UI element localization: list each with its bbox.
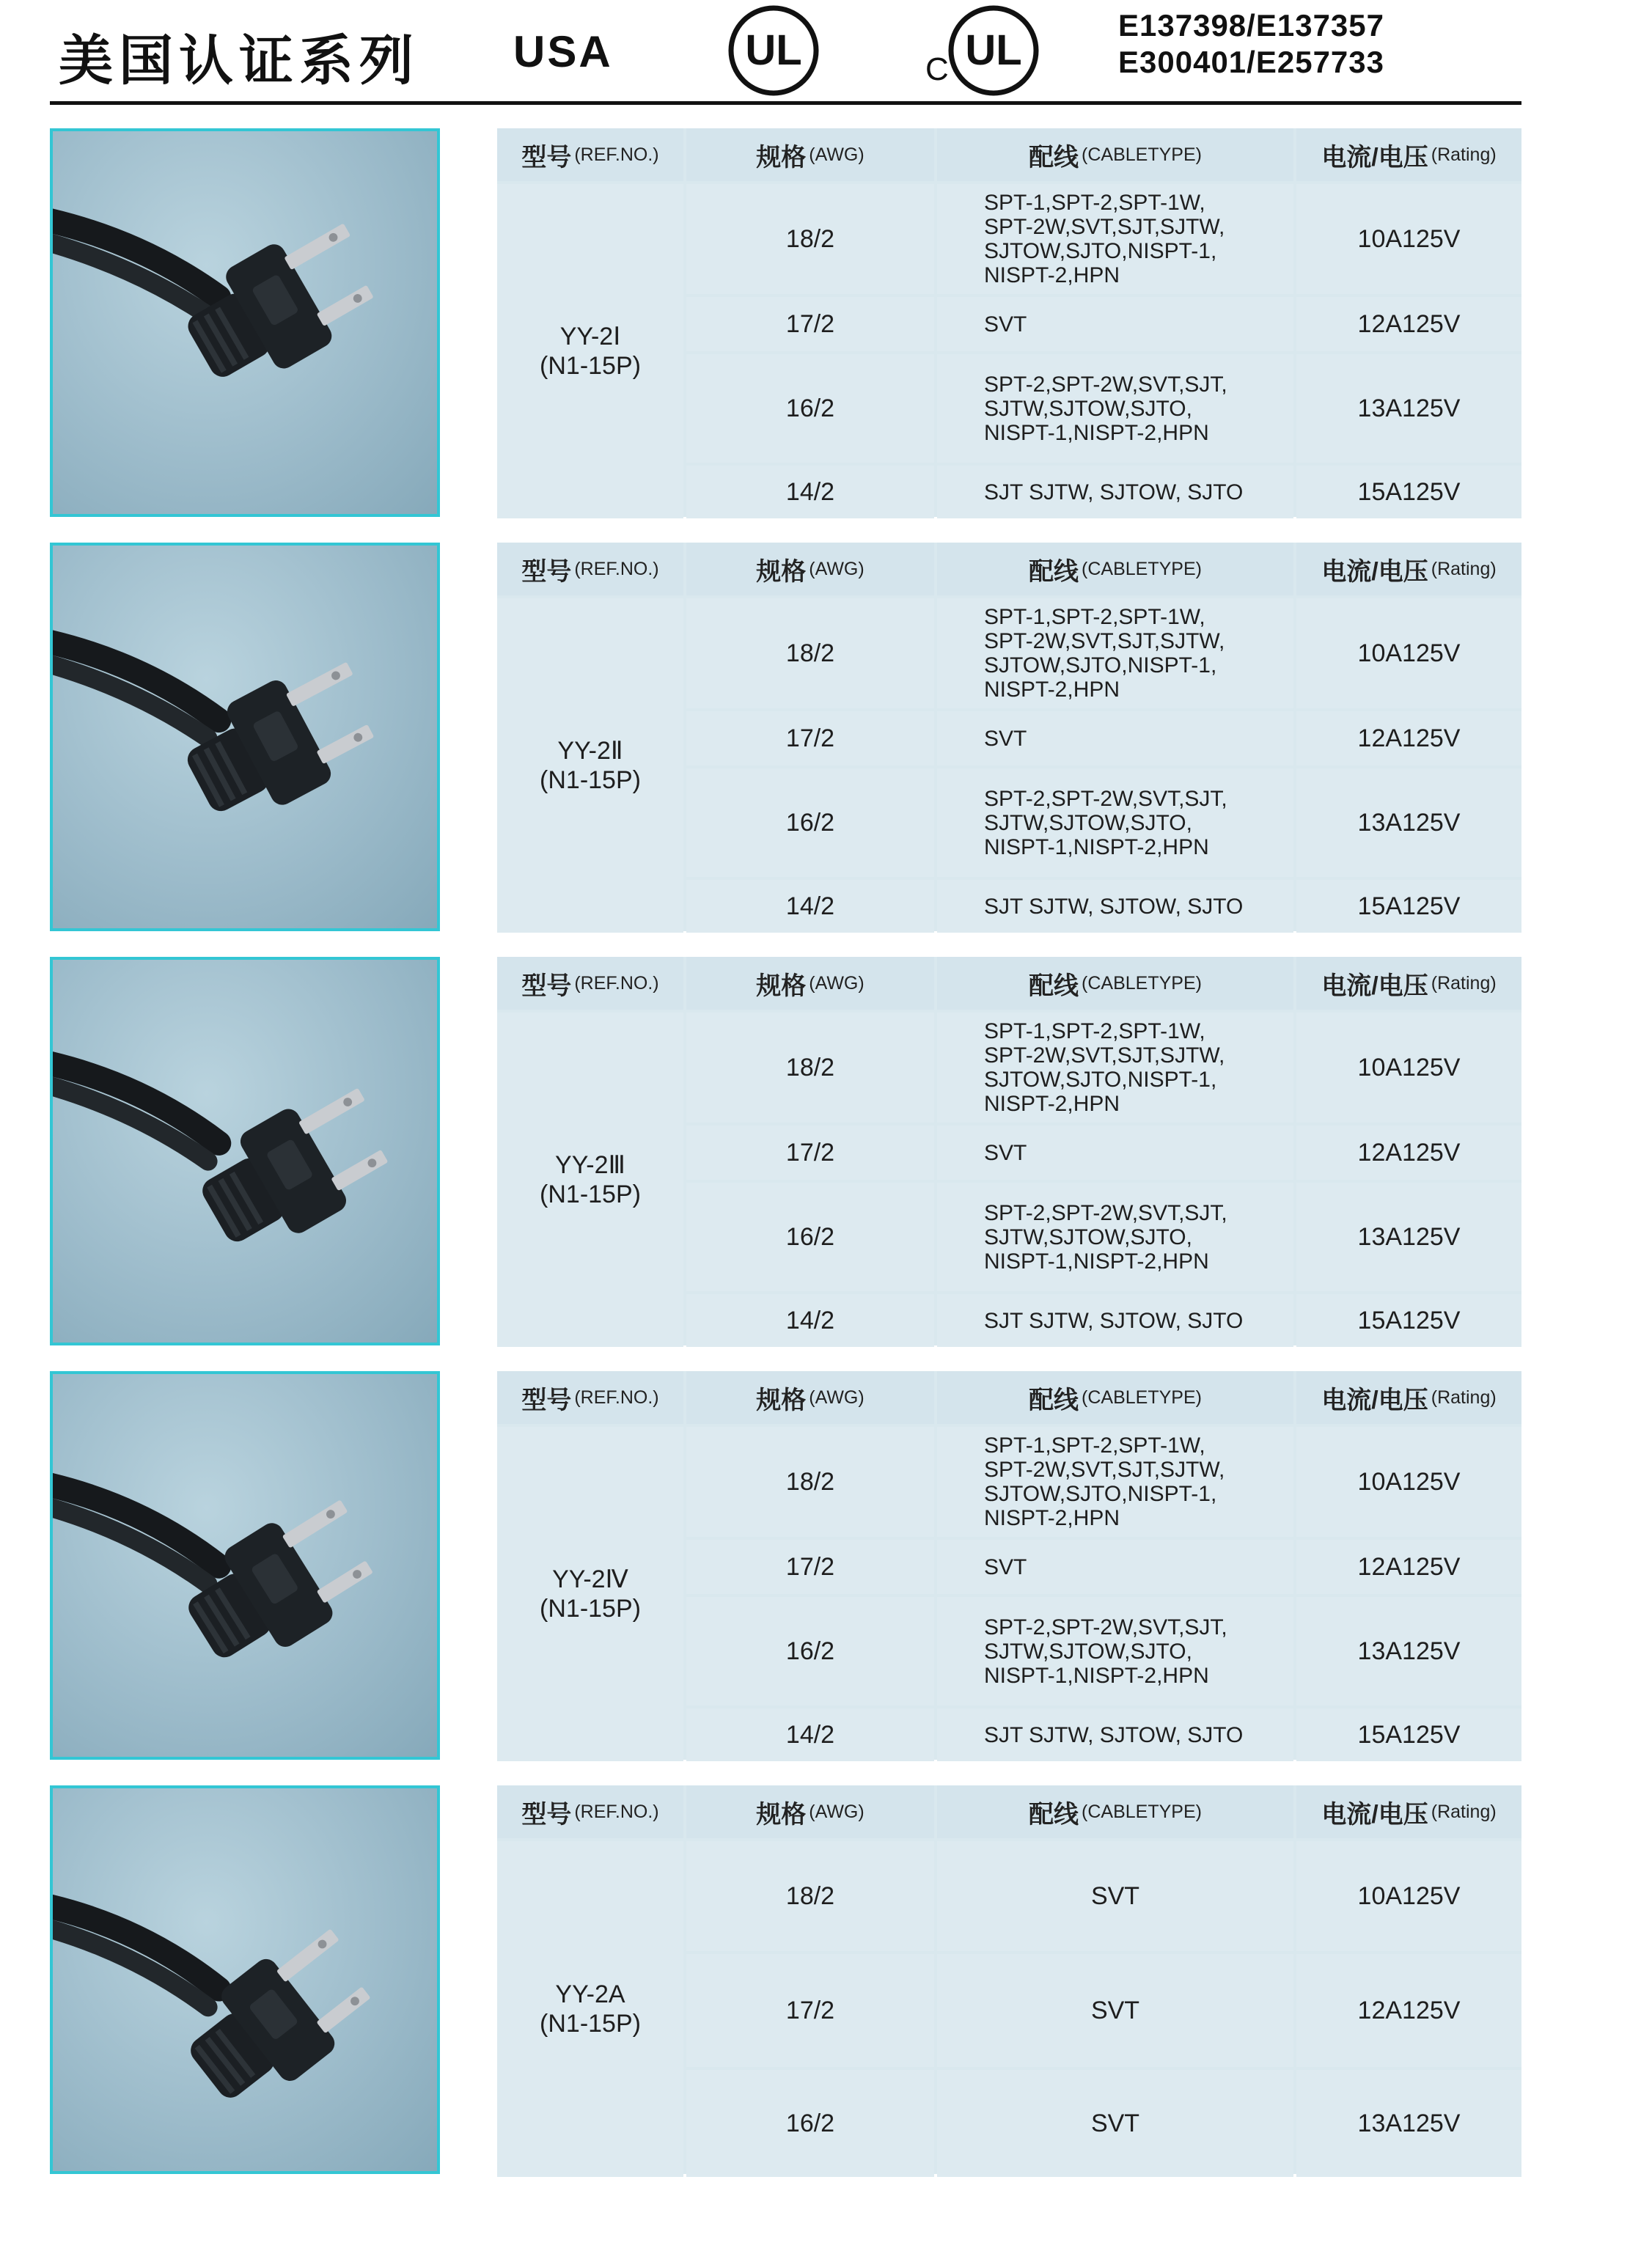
awg-cell: 14/2: [686, 466, 934, 518]
header-label: 规格: [756, 1800, 807, 1829]
header-sublabel: (REF.NO.): [574, 558, 659, 579]
model-text: [540, 1150, 641, 1209]
cul-prefix: C: [925, 51, 949, 87]
header-label: 型号: [521, 557, 572, 586]
header-label: 型号: [521, 1800, 572, 1829]
cable-type-text: SJT SJTW, SJTOW, SJTO: [984, 894, 1244, 919]
header-label: 型号: [521, 972, 572, 1000]
awg-cell: 17/2: [686, 1954, 934, 2067]
awg-cell: 18/2: [686, 184, 934, 294]
header-sublabel: (Rating): [1431, 144, 1497, 165]
cable-type-cell: [937, 1427, 1293, 1537]
header-label: 配线: [1029, 1800, 1079, 1829]
rating-cell: 15A125V: [1296, 1708, 1521, 1761]
header-label: 型号: [521, 143, 572, 172]
spec-table: [497, 543, 1521, 931]
product-block: [0, 957, 1652, 1345]
header-label: 电流/电压: [1321, 972, 1428, 1000]
cable-type-text: SVT: [1090, 1996, 1140, 2024]
awg-cell: 16/2: [686, 768, 934, 877]
awg-cell: 17/2: [686, 1540, 934, 1594]
model-cell: [497, 1841, 683, 2177]
cert-line-1: E137398/E137357: [1118, 8, 1384, 43]
cable-type-text: SVT: [984, 726, 1027, 751]
certificate-numbers: [1118, 7, 1384, 81]
rating-cell: 10A125V: [1296, 184, 1521, 294]
rating-cell: 10A125V: [1296, 1427, 1521, 1537]
header-ref-no: [497, 128, 683, 181]
cable-type-cell: [937, 1294, 1293, 1347]
cable-type-text: SVT: [984, 1140, 1027, 1165]
header-label: 配线: [1029, 557, 1079, 586]
awg-cell: 17/2: [686, 711, 934, 765]
header-sublabel: (Rating): [1431, 1387, 1497, 1408]
rating-cell: 12A125V: [1296, 1126, 1521, 1180]
header-rating: [1296, 1371, 1521, 1424]
page-header: [0, 0, 1652, 106]
plug-photo-illustration: [53, 960, 437, 1343]
header-label: 电流/电压: [1321, 557, 1428, 586]
cable-type-cell: [937, 880, 1293, 933]
rating-cell: 12A125V: [1296, 297, 1521, 351]
spec-table: [497, 957, 1521, 1345]
header-rating: [1296, 1785, 1521, 1838]
rating-cell: 13A125V: [1296, 354, 1521, 463]
header-label: 配线: [1029, 143, 1079, 172]
cable-type-text: SJT SJTW, SJTOW, SJTO: [984, 480, 1244, 504]
header-label: 规格: [756, 972, 807, 1000]
header-rating: [1296, 128, 1521, 181]
plug-standard: (N1-15P): [540, 352, 641, 380]
cable-type-cell: [937, 297, 1293, 351]
header-label: 配线: [1029, 1386, 1079, 1414]
cable-type-cell: [937, 1126, 1293, 1180]
rating-cell: 15A125V: [1296, 466, 1521, 518]
cul-logo-text: UL: [965, 26, 1022, 74]
product-photo: [50, 128, 440, 517]
model-cell: [497, 1427, 683, 1761]
model-cell: [497, 1013, 683, 1347]
header-sublabel: (REF.NO.): [574, 1387, 659, 1408]
header-label: 电流/电压: [1321, 143, 1428, 172]
rating-cell: 15A125V: [1296, 1294, 1521, 1347]
awg-cell: 18/2: [686, 598, 934, 708]
rating-cell: 13A125V: [1296, 1597, 1521, 1705]
header-label: 规格: [756, 143, 807, 172]
rating-cell: 13A125V: [1296, 1183, 1521, 1291]
awg-cell: 17/2: [686, 297, 934, 351]
plug-standard: (N1-15P): [540, 1595, 641, 1623]
cable-type-cell: [937, 711, 1293, 765]
header-sublabel: (AWG): [809, 1387, 864, 1408]
region-label: USA: [513, 27, 613, 76]
rating-cell: 10A125V: [1296, 1841, 1521, 1951]
model-cell: [497, 184, 683, 518]
plug-standard: (N1-15P): [540, 1180, 641, 1208]
header-sublabel: (Rating): [1431, 972, 1497, 994]
header-sublabel: (REF.NO.): [574, 1801, 659, 1822]
plug-photo-illustration: [53, 1374, 437, 1757]
header-awg: [686, 543, 934, 595]
cable-type-cell: [937, 354, 1293, 463]
header-awg: [686, 957, 934, 1010]
product-block: [0, 1785, 1652, 2174]
cable-type-text: SJT SJTW, SJTOW, SJTO: [984, 1308, 1244, 1333]
header-label: 规格: [756, 557, 807, 586]
cable-type-cell: [937, 184, 1293, 294]
header-sublabel: (Rating): [1431, 1801, 1497, 1822]
spec-table: [497, 128, 1521, 517]
cable-type-cell: [937, 1540, 1293, 1594]
awg-cell: 14/2: [686, 1708, 934, 1761]
awg-cell: 14/2: [686, 1294, 934, 1347]
awg-cell: 16/2: [686, 354, 934, 463]
model-number: YY-2Ⅱ: [557, 737, 623, 765]
header-sublabel: (REF.NO.): [574, 144, 659, 165]
rating-cell: 15A125V: [1296, 880, 1521, 933]
cable-type-text: SPT-1,SPT-2,SPT-1W, SPT-2W,SVT,SJT,SJTW, SJTOW,SJTO,NISPT-1, NISPT-2,HPN: [984, 605, 1225, 702]
header-label: 电流/电压: [1321, 1800, 1428, 1829]
header-sublabel: (AWG): [809, 1801, 864, 1822]
header-ref-no: [497, 543, 683, 595]
header-rating: [1296, 543, 1521, 595]
cable-type-text: SPT-1,SPT-2,SPT-1W, SPT-2W,SVT,SJT,SJTW, SJTOW,SJTO,NISPT-1, NISPT-2,HPN: [984, 1433, 1225, 1530]
cable-type-cell: [937, 1597, 1293, 1705]
cable-type-cell: [937, 1708, 1293, 1761]
rating-cell: 12A125V: [1296, 711, 1521, 765]
awg-cell: 18/2: [686, 1841, 934, 1951]
header-sublabel: (REF.NO.): [574, 972, 659, 994]
cable-type-cell: [937, 466, 1293, 518]
rating-cell: 12A125V: [1296, 1954, 1521, 2067]
rating-cell: 12A125V: [1296, 1540, 1521, 1594]
cable-type-text: SPT-2,SPT-2W,SVT,SJT, SJTW,SJTOW,SJTO, NISPT-1,NISPT-2,HPN: [984, 1615, 1227, 1688]
product-photo: [50, 543, 440, 931]
model-text: [540, 1980, 641, 2038]
header-sublabel: (AWG): [809, 972, 864, 994]
rating-cell: 10A125V: [1296, 598, 1521, 708]
header-cable-type: [937, 1371, 1293, 1424]
cable-type-cell: [937, 1841, 1293, 1951]
cert-line-2: E300401/E257733: [1118, 45, 1384, 79]
cable-type-text: SPT-2,SPT-2W,SVT,SJT, SJTW,SJTOW,SJTO, NISPT-1,NISPT-2,HPN: [984, 786, 1227, 859]
cable-type-text: SPT-2,SPT-2W,SVT,SJT, SJTW,SJTOW,SJTO, NISPT-1,NISPT-2,HPN: [984, 372, 1227, 445]
model-text: [540, 322, 641, 381]
header-sublabel: (CABLETYPE): [1082, 1801, 1202, 1822]
product-photo: [50, 1371, 440, 1760]
header-rating: [1296, 957, 1521, 1010]
model-number: YY-2Ⅰ: [559, 323, 621, 350]
product-block: [0, 543, 1652, 931]
product-photo: [50, 1785, 440, 2174]
header-divider: [50, 101, 1521, 105]
cable-type-cell: [937, 1183, 1293, 1291]
header-awg: [686, 1785, 934, 1838]
header-label: 型号: [521, 1386, 572, 1414]
cable-type-cell: [937, 768, 1293, 877]
ul-logo-text: UL: [745, 26, 802, 74]
product-block: [0, 128, 1652, 517]
rating-cell: 13A125V: [1296, 768, 1521, 877]
header-awg: [686, 128, 934, 181]
awg-cell: 18/2: [686, 1427, 934, 1537]
page-title: 美国认证系列: [59, 29, 419, 92]
header-cable-type: [937, 543, 1293, 595]
cable-type-text: SPT-1,SPT-2,SPT-1W, SPT-2W,SVT,SJT,SJTW, SJTOW,SJTO,NISPT-1, NISPT-2,HPN: [984, 191, 1225, 287]
header-sublabel: (CABLETYPE): [1082, 144, 1202, 165]
model-number: YY-2A: [555, 1980, 625, 2008]
model-cell: [497, 598, 683, 933]
model-text: [540, 736, 641, 795]
header-cable-type: [937, 1785, 1293, 1838]
rating-cell: 10A125V: [1296, 1013, 1521, 1123]
awg-cell: 16/2: [686, 2070, 934, 2177]
cable-type-text: SVT: [1090, 1881, 1140, 1910]
header-cable-type: [937, 128, 1293, 181]
header-awg: [686, 1371, 934, 1424]
plug-photo-illustration: [53, 131, 437, 514]
header-sublabel: (AWG): [809, 558, 864, 579]
header-label: 规格: [756, 1386, 807, 1414]
header-ref-no: [497, 1371, 683, 1424]
awg-cell: 16/2: [686, 1183, 934, 1291]
awg-cell: 16/2: [686, 1597, 934, 1705]
plug-photo-illustration: [53, 546, 437, 928]
cable-type-text: SVT: [1090, 2109, 1140, 2137]
header-label: 配线: [1029, 972, 1079, 1000]
header-sublabel: (AWG): [809, 144, 864, 165]
cable-type-text: SJT SJTW, SJTOW, SJTO: [984, 1722, 1244, 1747]
cable-type-text: SVT: [984, 1554, 1027, 1579]
cable-type-cell: [937, 2070, 1293, 2177]
product-photo: [50, 957, 440, 1345]
cable-type-cell: [937, 1954, 1293, 2067]
header-cable-type: [937, 957, 1293, 1010]
cable-type-text: SPT-2,SPT-2W,SVT,SJT, SJTW,SJTOW,SJTO, NISPT-1,NISPT-2,HPN: [984, 1200, 1227, 1274]
cable-type-text: SPT-1,SPT-2,SPT-1W, SPT-2W,SVT,SJT,SJTW, SJTOW,SJTO,NISPT-1, NISPT-2,HPN: [984, 1019, 1225, 1116]
product-block: [0, 1371, 1652, 1760]
header-sublabel: (CABLETYPE): [1082, 1387, 1202, 1408]
rating-cell: 13A125V: [1296, 2070, 1521, 2177]
cable-type-cell: [937, 1013, 1293, 1123]
model-text: [540, 1565, 641, 1623]
plug-standard: (N1-15P): [540, 766, 641, 794]
awg-cell: 18/2: [686, 1013, 934, 1123]
awg-cell: 17/2: [686, 1126, 934, 1180]
header-label: 电流/电压: [1321, 1386, 1428, 1414]
model-number: YY-2Ⅳ: [552, 1565, 628, 1593]
header-ref-no: [497, 957, 683, 1010]
model-number: YY-2Ⅲ: [555, 1151, 625, 1179]
cable-type-text: SVT: [984, 312, 1027, 337]
header-sublabel: (CABLETYPE): [1082, 558, 1202, 579]
cul-listed-logo: [946, 3, 1041, 98]
plug-photo-illustration: [53, 1788, 437, 2171]
plug-standard: (N1-15P): [540, 2010, 641, 2038]
spec-table: [497, 1371, 1521, 1760]
header-sublabel: (Rating): [1431, 558, 1497, 579]
awg-cell: 14/2: [686, 880, 934, 933]
ul-listed-logo: [726, 3, 821, 98]
header-ref-no: [497, 1785, 683, 1838]
cable-type-cell: [937, 598, 1293, 708]
spec-table: [497, 1785, 1521, 2174]
header-sublabel: (CABLETYPE): [1082, 972, 1202, 994]
